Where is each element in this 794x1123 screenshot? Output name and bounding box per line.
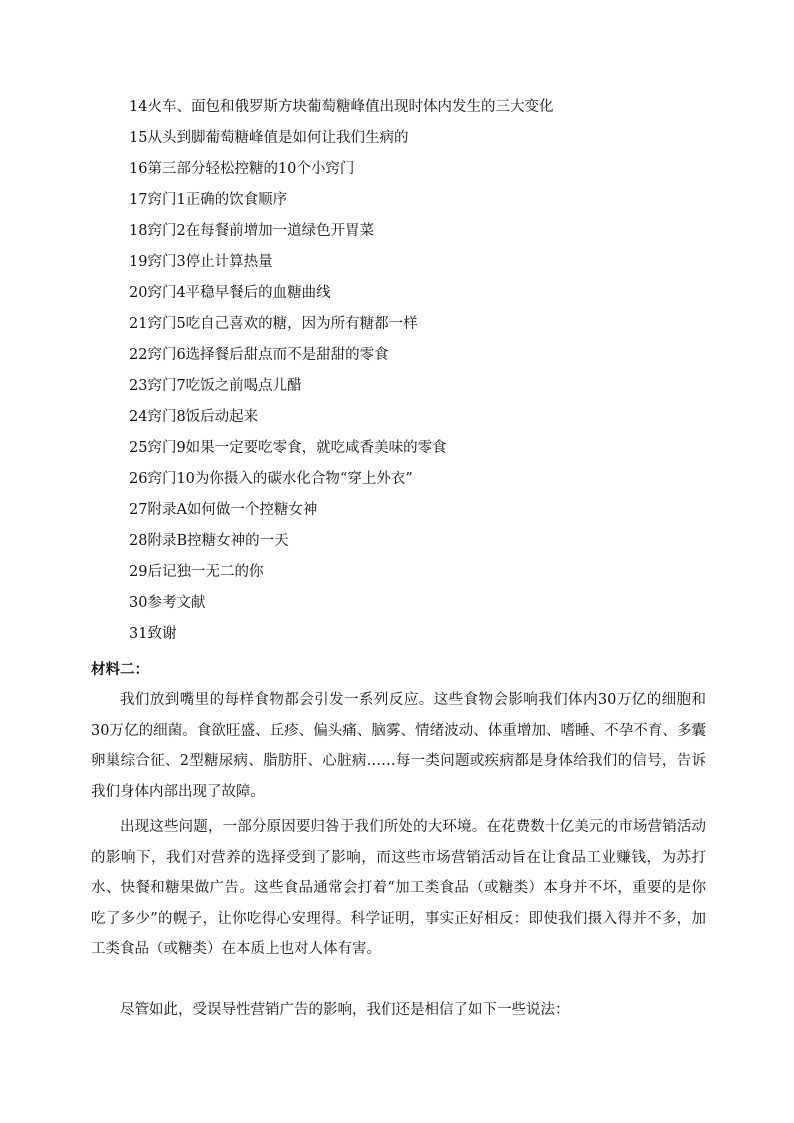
toc-item: 29后记独一无二的你 bbox=[129, 564, 264, 580]
toc-item: 17窍门1正确的饮食顺序 bbox=[129, 192, 288, 208]
table-of-contents bbox=[129, 92, 729, 650]
material-two-paragraph: 出现这些问题，一部分原因要归咎于我们所处的大环境。在花费数十亿美元的市场营销活动的影响下，我们对营养的选择受到了影响，而这些市场营销活动旨在让食品工业赚钱，为苏打水、快餐和糖果做广告。这些食品通常会打着“加工类食品（或糖类）本身并不坏，重要的是你吃了多少”的幌子，让你吃得心安理得。科学证明，事实正好相反：即使我们摄入得并不多，加工类食品（或糖类）在本质上也对人体有害。 bbox=[91, 819, 706, 957]
toc-item: 26窍门10为你摄入的碳水化合物“穿上外衣” bbox=[129, 471, 413, 487]
material-two-heading: 材料二： bbox=[91, 661, 149, 678]
toc-item: 14火车、面包和俄罗斯方块葡萄糖峰值出现时体内发生的三大变化 bbox=[129, 99, 554, 115]
material-two-paragraph: 我们放到嘴里的每样食物都会引发一系列反应。这些食物会影响我们体内30万亿的细胞和30万亿的细菌。食欲旺盛、丘疹、偏头痛、脑雾、情绪波动、体重增加、嗜睡、不孕不育、多囊卵巢综合征、2型糖尿病、脂肪肝、心脏病……每一类问题或疾病都是身体给我们的信号，告诉我们身体内部出现了故障。 bbox=[91, 692, 706, 800]
toc-item: 15从头到脚葡萄糖峰值是如何让我们生病的 bbox=[129, 130, 409, 146]
toc-item: 19窍门3停止计算热量 bbox=[129, 254, 273, 270]
toc-item: 22窍门6选择餐后甜点而不是甜甜的零食 bbox=[129, 347, 389, 363]
material-two-paragraph: 尽管如此，受误导性营销广告的影响，我们还是相信了如下一些说法： bbox=[120, 1002, 570, 1018]
toc-item: 18窍门2在每餐前增加一道绿色开胃菜 bbox=[129, 223, 375, 239]
toc-item: 27附录A如何做一个控糖女神 bbox=[129, 502, 318, 518]
toc-item: 25窍门9如果一定要吃零食，就吃咸香美味的零食 bbox=[129, 440, 447, 456]
toc-item: 31致谢 bbox=[129, 626, 177, 642]
toc-item: 30参考文献 bbox=[129, 595, 206, 611]
toc-item: 28附录B控糖女神的一天 bbox=[129, 533, 289, 549]
toc-item: 24窍门8饭后动起来 bbox=[129, 409, 259, 425]
toc-item: 21窍门5吃自己喜欢的糖，因为所有糖都一样 bbox=[129, 316, 418, 332]
toc-item: 16第三部分轻松控糖的10个小窍门 bbox=[129, 161, 355, 177]
toc-item: 20窍门4平稳早餐后的血糖曲线 bbox=[129, 285, 331, 301]
toc-item: 23窍门7吃饭之前喝点儿醋 bbox=[129, 378, 302, 394]
